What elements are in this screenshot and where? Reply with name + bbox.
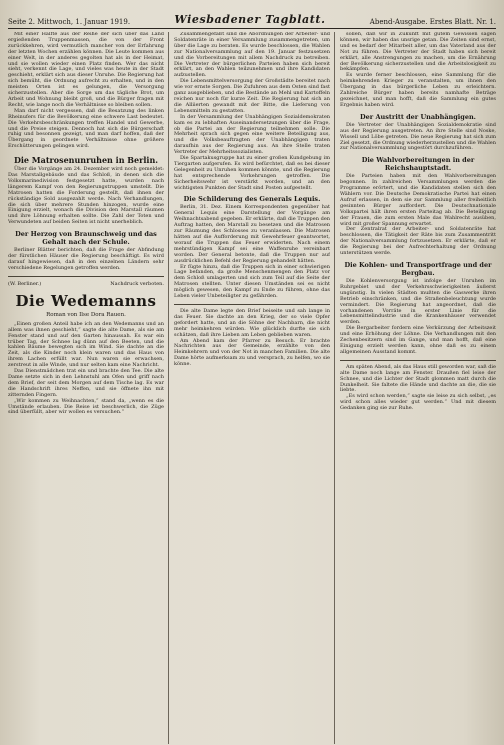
article-paragraph: Mit einer Hälfte aus der Reihe der sich über das Land ergießenden Truppenmassen, die von der Front zurückkehren, wird vermutlich mancher von der Erfahrung der letzten Wochen erzählen können. Die Leute kommen aus einer Welt, in der anderes gegolten hat als in der Heimat, und sie wollen wieder einen Platz finden. Wer das nicht sieht, verkennt die Lage, und vieles was heute in der Stadt geschieht, erklärt sich aus dieser Unruhe. Die Regierung hat sich bemüht, die Ordnung aufrecht zu erhalten, und in den meisten Orten ist es gelungen, die Versorgung sicherzustellen. Aber die Sorge um das tägliche Brot, um Arbeit und Wohnung bleibt groß, und die Bürger fragen mit Recht, wie lange noch die Verhältnisse so bleiben sollen. [8,32,164,108]
reprint-notice: Nachdruck verboten. [110,280,164,287]
article-paragraph: Die Vertreter der Unabhängigen Sozialdemokratie sind aus der Regierung ausgetreten. An ihre Stelle sind Noske, Wissell und Löbe getreten. Die neue Regierung hat sich zum Ziel gesetzt, die Ordnung wiederherzustellen und die Wahlen zur Nationalversammlung ungestört durchzuführen. [340,121,496,152]
column-1 [8,32,164,744]
article-paragraph: Er fügte hinzu, daß die Truppen sich in einer schwierigen Lage befanden, da große Menschenmengen den Platz vor dem Schloß umlagerten und sich zum Teil auf die Seite der Matrosen stellten. Unter diesen Umständen sei es nicht möglich gewesen, den Kampf zu Ende zu führen, ohne das Leben vieler Unbeteiligter zu gefährden. [174,263,330,300]
masthead-title: Wiesbadener Tagblatt. [174,13,326,26]
article-paragraph: „Einen großen Anteil habe ich an den Wedemanns und an allem was ihnen geschieht,“ sagte die alte Dame, als sie am Fenster stand und auf den Garten hinaussah. Es war ein trüber Tag, der Schnee lag dünn auf den Beeten, und die kahlen Bäume bewegten sich im Wind. Sie dachte an die Zeit, als die Kinder noch klein waren und das Haus von ihrem Lachen erfüllt war. Nun waren sie erwachsen, zerstreut in alle Winde, und nur selten kam eine Nachricht. [8,320,164,369]
masthead [8,6,496,29]
article-headline: Die Schilderung des Generals Lequis. [183,195,321,204]
article-paragraph: Es wurde ferner beschlossen, eine Sammlung für die heimkehrenden Krieger zu veranstalten, um ihnen den Übergang in das bürgerliche Leben zu erleichtern. Zahlreiche Bürger haben bereits namhafte Beträge gezeichnet, und man hofft, daß die Sammlung ein gutes Ergebnis haben wird. [340,72,496,108]
column-3 [334,32,496,744]
feuilleton-author: Roman von Ilse Dora Rauen. [46,311,126,318]
article-paragraph: Zusammengefaßt sind die Abordnungen der Arbeiter- und Soldatenräte in einer Versammlung zusammengetreten, um über die Lage zu beraten. Es wurde beschlossen, die Wahlen zur Nationalversammlung auf den 19. Januar festzusetzen und die Vorbereitungen mit allem Nachdruck zu betreiben. Die Vertreter der bürgerlichen Parteien haben sich bereit erklärt, an den Wahlen teilzunehmen und ihre Kandidaten aufzustellen. [174,32,330,79]
article-headline: Der Herzog von Braunschweig und das Gehalt nach der Schule. [15,230,157,247]
article-paragraph: Am späten Abend, als das Haus still geworden war, saß die alte Dame noch lange am Fenster. Draußen fiel leise der Schnee, und die Lichter der Stadt glommen matt durch die Dunkelheit. Sie faltete die Hände und dachte an die, die sie liebte. [340,363,496,394]
article-paragraph: In der Versammlung der Unabhängigen Sozialdemokraten kam es zu lebhaften Auseinandersetzungen über die Frage, ob die Partei an der Regierung teilnehmen solle. Die Mehrheit sprach sich gegen eine weitere Beteiligung aus, und die Volksbeauftragten der Unabhängigen traten daraufhin aus der Regierung aus. An ihre Stelle traten Vertreter der Mehrheitssozialisten. [174,113,330,156]
masthead-edition: Abend-Ausgabe. Erstes Blatt. Nr. 1. [369,18,496,26]
article-paragraph: „Wir kommen zu Weihnachten,“ stand da, „wenn es die Umstände erlauben. Die Reise ist beschwerlich, die Züge sind überfüllt, aber wir wollen es versuchen.“ [8,397,164,416]
divider [8,276,164,277]
feuilleton-credit [8,281,164,287]
article-paragraph: Das Dienstmädchen trat ein und brachte den Tee. Die alte Dame setzte sich in den Lehnstuhl am Ofen und griff nach dem Brief, der seit dem Morgen auf dem Tische lag. Es war die Handschrift ihres Neffen, und sie öffnete ihn mit zitternden Fingern. [8,368,164,398]
source-label: (W. Berliner.) [8,280,42,287]
article-paragraph: Die Parteien haben mit den Wahlvorbereitungen begonnen. In zahlreichen Versammlungen werden die Programme erörtert, und die Kandidaten stellen sich den Wählern vor. Die Deutsche Demokratische Partei hat einen Aufruf erlassen, in dem sie zur Sammlung aller freiheitlich gesinnten Bürger auffordert. Die Deutschnationale Volkspartei hält ihren ersten Parteitag ab. Die Beteiligung der Frauen, die zum ersten Male das Wahlrecht ausüben, wird mit großer Spannung erwartet. [340,173,496,227]
divider [174,304,330,305]
article-paragraph: Über die Vorgänge am 24. Dezember wird noch gemeldet: Das Marstallgebäude und das Schloß, in denen sich die Volksmarinedivision festgesetzt hatte, wurden nach längerem Kampf von den Regierungstruppen umstellt. Die Matrosen hatten die Forderung gestellt, daß ihnen der rückständige Sold ausgezahlt werde. Nach Verhandlungen, die sich über mehrere Stunden hinzogen, wurde eine Einigung erzielt, wonach die Division den Marstall räumen und ihre Löhnung erhalten sollte. Die Zahl der Toten und Verwundeten auf beiden Seiten ist nicht unerheblich. [8,166,164,226]
article-headline: Der Austritt der Unabhängigen. [360,112,476,121]
article-headline: Die Matrosenunruhen in Berlin. [13,155,159,166]
article-headline: Die Wahlvorbereitungen in der Reichshauptstadt. [361,156,475,173]
article-paragraph: Man darf nicht vergessen, daß die Besatzung des linken Rheinufers für die Bevölkerung eine schwere Last bedeutet. Die Verkehrsbeschränkungen treffen Handel und Gewerbe, und die Preise steigen. Dennoch hat sich die Bürgerschaft ruhig und besonnen gezeigt, und man darf hoffen, daß der Übergang in geordnete Verhältnisse ohne größere Erschütterungen gelingen wird. [8,107,164,150]
article-paragraph: Die Lebensmittelversorgung der Großstädte bereitet nach wie vor ernste Sorgen. Die Zufuhren aus dem Osten sind fast ganz ausgeblieben, und die Bestände an Mehl und Kartoffeln reichen nur noch für kurze Zeit. Die Regierung hat sich an die Alliierten gewandt mit der Bitte, die Lieferung von Lebensmitteln zu gestatten. [174,78,330,114]
article-headline: Die Kohlen- und Transportfrage und der Bergbau. [344,261,492,277]
article-paragraph: Die alte Dame legte den Brief beiseite und sah lange in das Feuer. Sie dachte an den Krieg, der so viele Opfer gefordert hatte, und an die Söhne der Nachbarn, die nicht mehr heimkehren würden. Wie glücklich durfte sie sich schätzen, daß ihre Lieben am Leben geblieben waren. [174,307,330,338]
article-paragraph: Die Spartakusgruppe hat zu einer großen Kundgebung im Tiergarten aufgerufen. Es wird befürchtet, daß es bei dieser Gelegenheit zu Unruhen kommen könnte, und die Regierung hat entsprechende Vorkehrungen getroffen. Die Sicherheitswehr ist verstärkt worden, und an den wichtigsten Punkten der Stadt sind Posten aufgestellt. [174,155,330,191]
columns [8,32,496,744]
article-paragraph: Berlin, 31. Dez. Einem Korrespondenten gegenüber hat General Lequis eine Darstellung der Vorgänge am Weihnachtsabend gegeben. Er erklärte, daß die Truppen den Auftrag hatten, den Marstall zu besetzen und die Matrosen zur Räumung des Schlosses zu veranlassen. Die Matrosen hätten auf die Aufforderung mit Gewehrfeuer geantwortet, worauf die Truppen das Feuer erwiderten. Nach einem mehrstündigen Kampf sei eine Waffenruhe vereinbart worden. Der General betonte, daß die Truppen nur auf ausdrücklichen Befehl der Regierung gehandelt hätten. [174,204,330,264]
article-paragraph: Die Bergarbeiter fordern eine Verkürzung der Arbeitszeit und eine Erhöhung der Löhne. Die Verhandlungen mit den Zechenbesitzern sind im Gange, und man hofft, daß eine Einigung erzielt werden kann, ohne daß es zu einem allgemeinen Ausstand kommt. [340,325,496,355]
article-paragraph: Berliner Blätter berichten, daß die Frage der Abfindung der fürstlichen Häuser die Regierung beschäftigt. Es wird darauf hingewiesen, daß in den einzelnen Ländern sehr verschiedene Regelungen getroffen werden. [8,247,164,271]
article-paragraph: Am Abend kam der Pfarrer zu Besuch. Er brachte Nachrichten aus der Gemeinde, erzählte von den Heimkehrern und von der Not in manchen Familien. Die alte Dame hörte aufmerksam zu und versprach, zu helfen, wo sie könne. [174,337,330,368]
divider [340,360,496,361]
feuilleton-title: Die Wedemanns [15,291,157,310]
column-2 [168,32,330,744]
article-paragraph: Der Zentralrat der Arbeiter- und Soldatenräte hat beschlossen, die Tätigkeit der Räte bis zum Zusammentritt der Nationalversammlung fortzusetzen. Er erklärte, daß er die Regierung bei der Aufrechterhaltung der Ordnung unterstützen werde. [340,226,496,257]
article-paragraph: „Es wird schon werden,“ sagte sie leise zu sich selbst, „es wird schon alles wieder gut werden.“ Und mit diesem Gedanken ging sie zur Ruhe. [340,393,496,412]
article-paragraph: sollen, daß wir in Zukunft mit gutem Gewissen sagen können, wir haben das unsrige getan. Die Zeiten sind ernst, und es bedarf der Mitarbeit aller, um das Vaterland aus der Not zu führen. Die Vertreter der Stadt haben sich bereit erklärt, alle Anstrengungen zu machen, um die Ernährung der Bevölkerung sicherzustellen und die Arbeitslosigkeit zu bekämpfen. [340,32,496,73]
article-paragraph: Die Kohlenversorgung ist infolge der Unruhen im Ruhrgebiet und der Verkehrsschwierigkeiten äußerst ungünstig. In vielen Städten mußten die Gaswerke ihren Betrieb einschränken, und die Straßenbeleuchtung wurde vermindert. Die Regierung hat angeordnet, daß die vorhandenen Vorräte in erster Linie für die Lebensmittelindustrie und die Krankenhäuser verwendet werden. [340,278,496,326]
masthead-date: Seite 2. Mittwoch, 1. Januar 1919. [8,18,131,26]
